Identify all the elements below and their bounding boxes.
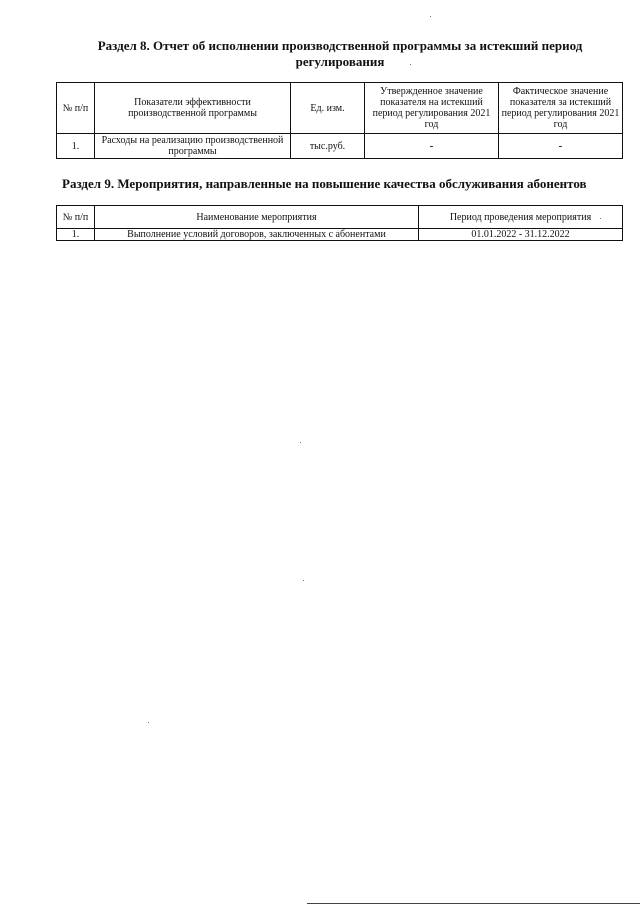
- scan-edge-line: [307, 903, 640, 904]
- header-approved-value: Утвержденное значение показателя на истекший период регулирования 2021 год: [365, 83, 499, 134]
- cell-event-period: 01.01.2022 - 31.12.2022: [419, 229, 623, 241]
- header-event-period: Период проведения мероприятия: [419, 206, 623, 229]
- scan-speck: [300, 442, 301, 443]
- header-actual-value: Фактическое значение показателя за истекший период регулирования 2021 год: [499, 83, 623, 134]
- header-indicator: Показатели эффективности производственной программы: [95, 83, 291, 134]
- header-num: № п/п: [57, 206, 95, 229]
- cell-event-name: Выполнение условий договоров, заключенных с абонентами: [95, 229, 419, 241]
- cell-num: 1.: [57, 229, 95, 241]
- scan-speck: [148, 722, 149, 723]
- scan-speck: [410, 64, 411, 65]
- header-num: № п/п: [57, 83, 95, 134]
- section-9-table: [56, 205, 623, 241]
- scan-speck: [600, 218, 601, 219]
- scan-speck: [430, 16, 431, 17]
- cell-unit: тыс.руб.: [291, 134, 365, 159]
- table-row: [57, 134, 623, 159]
- header-unit: Ед. изм.: [291, 83, 365, 134]
- cell-actual-value: -: [499, 134, 623, 159]
- cell-num: 1.: [57, 134, 95, 159]
- scan-speck: [303, 580, 304, 581]
- cell-indicator: Расходы на реализацию производственной программы: [95, 134, 291, 159]
- cell-approved-value: -: [365, 134, 499, 159]
- table-header-row: [57, 83, 623, 134]
- section-9-title: Раздел 9. Мероприятия, направленные на повышение качества обслуживания абонентов: [62, 176, 587, 191]
- section-8-table: [56, 82, 623, 159]
- header-event-name: Наименование мероприятия: [95, 206, 419, 229]
- table-header-row: [57, 206, 623, 229]
- table-row: [57, 229, 623, 241]
- section-8-title: Раздел 8. Отчет об исполнении производственной программы за истекший период регулирования: [97, 38, 583, 69]
